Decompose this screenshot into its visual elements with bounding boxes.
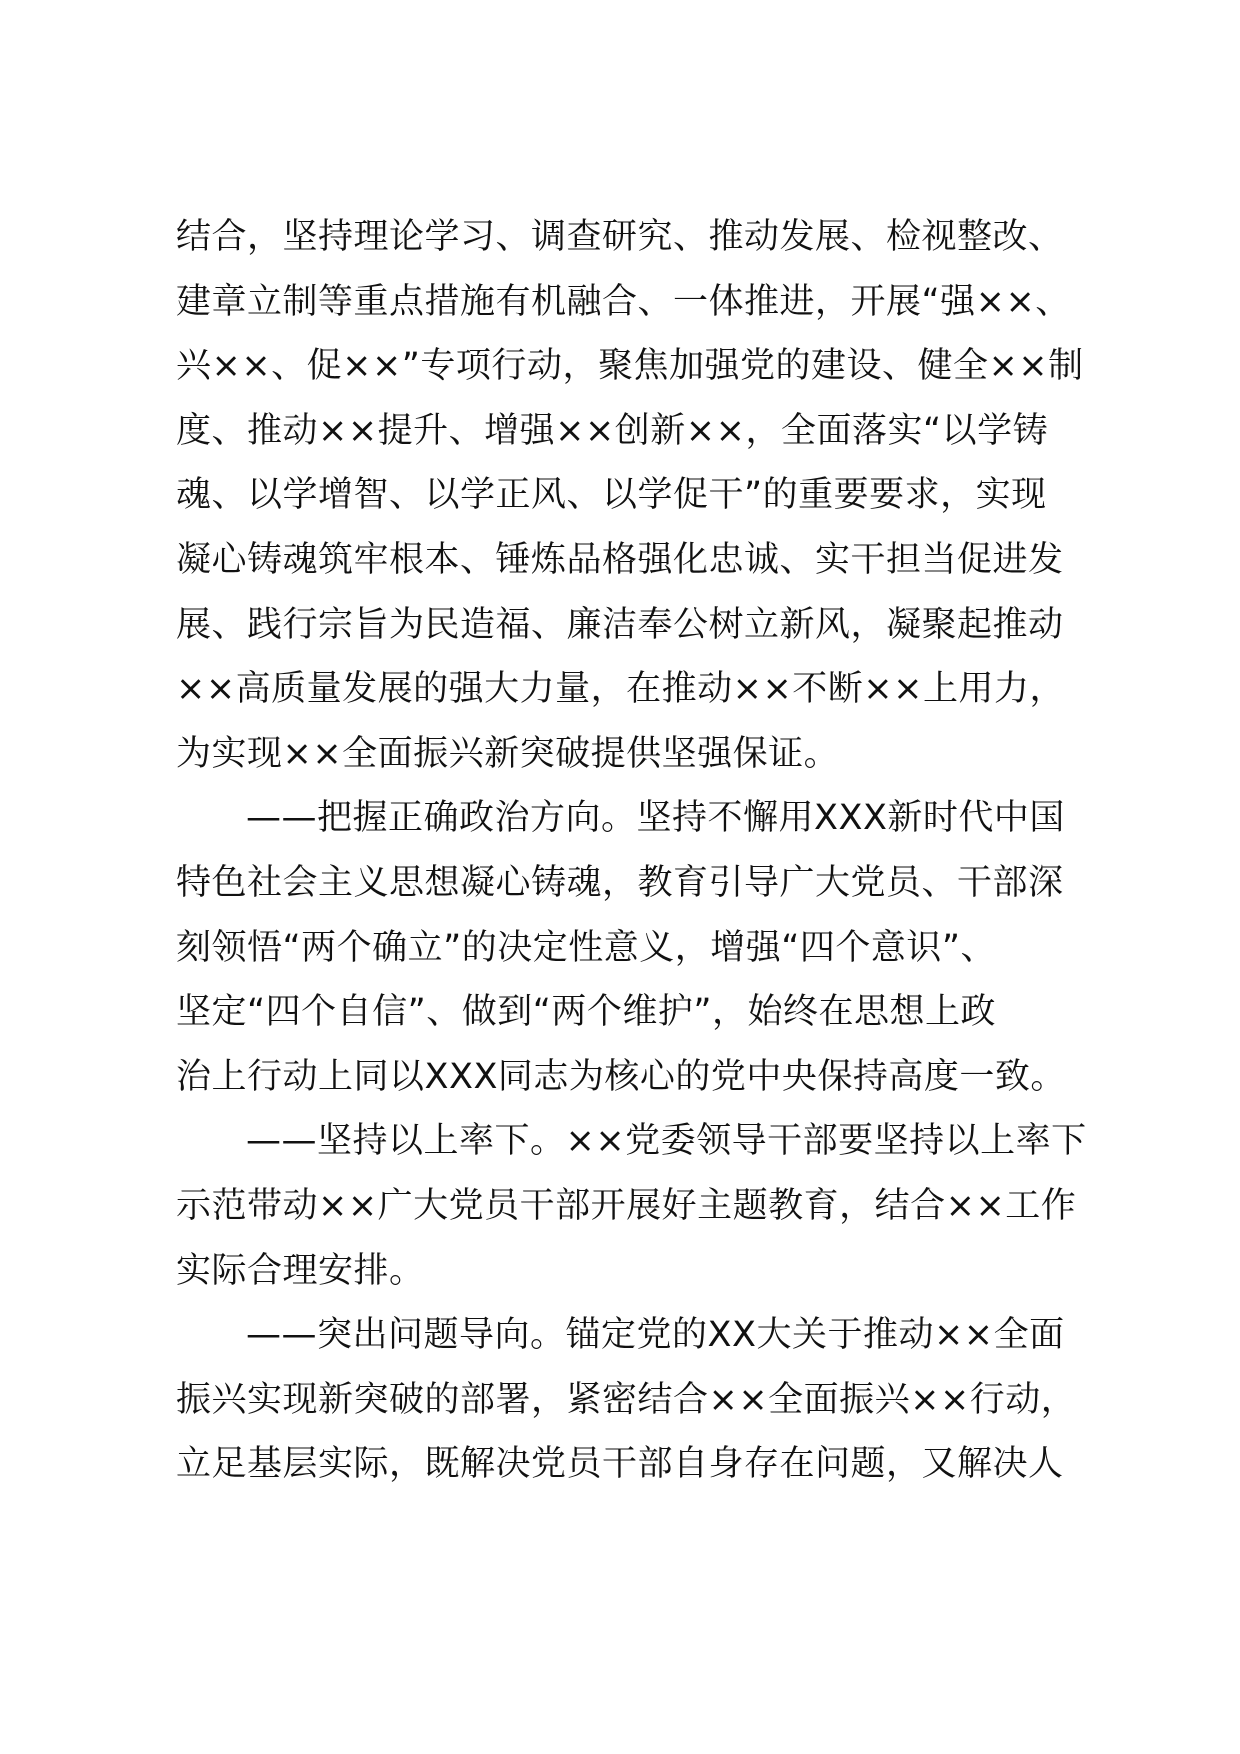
- text-line: ——把握正确政治方向。坚持不懈用XXX新时代中国: [246, 798, 1065, 839]
- text-line: ——突出问题导向。锚定党的XX大关于推动××全面: [246, 1315, 1065, 1356]
- text-line: 为实现××全面振兴新突破提供坚强保证。: [176, 733, 840, 774]
- text-line: 兴××、促××”专项行动，聚焦加强党的建设、健全××制: [176, 346, 1084, 387]
- text-line: 建章立制等重点措施有机融合、一体推进，开展“强××、: [176, 281, 1071, 322]
- text-line: ——坚持以上率下。××党委领导干部要坚持以上率下: [246, 1121, 1087, 1162]
- text-line: 刻领悟“两个确立”的决定性意义，增强“四个意识”、: [176, 927, 997, 968]
- paragraph-problem-oriented: [176, 1303, 1116, 1497]
- paragraph-intro: [176, 205, 1116, 786]
- text-line: 凝心铸魂筑牢根本、锤炼品格强化忠诚、实干担当促进发: [176, 539, 1064, 580]
- text-line: 振兴实现新突破的部署，紧密结合××全面振兴××行动，: [176, 1379, 1077, 1420]
- text-line: 魂、以学增智、以学正风、以学促干”的重要要求，实现: [176, 475, 1047, 516]
- text-line: 示范带动××广大党员干部开展好主题教育，结合××工作: [176, 1185, 1077, 1226]
- text-line: 度、推动××提升、增强××创新××，全面落实“以学铸: [176, 410, 1049, 451]
- text-line: 坚定“四个自信”、做到“两个维护”，始终在思想上政: [176, 992, 997, 1033]
- text-line: 实际合理安排。: [176, 1250, 425, 1291]
- text-line: 特色社会主义思想凝心铸魂，教育引导广大党员、干部深: [176, 862, 1064, 903]
- text-line: 立足基层实际，既解决党员干部自身存在问题，又解决人: [176, 1444, 1064, 1485]
- paragraph-lead-by-example: [176, 1109, 1116, 1303]
- body-text: [176, 205, 1116, 1497]
- text-line: ××高质量发展的强大力量，在推动××不断××上用力，: [176, 669, 1065, 710]
- text-line: 结合，坚持理论学习、调查研究、推动发展、检视整改、: [176, 217, 1064, 257]
- paragraph-political-direction: [176, 786, 1116, 1109]
- text-line: 治上行动上同以XXX同志为核心的党中央保持高度一致。: [176, 1056, 1066, 1097]
- text-line: 展、践行宗旨为民造福、廉洁奉公树立新风，凝聚起推动: [176, 604, 1064, 645]
